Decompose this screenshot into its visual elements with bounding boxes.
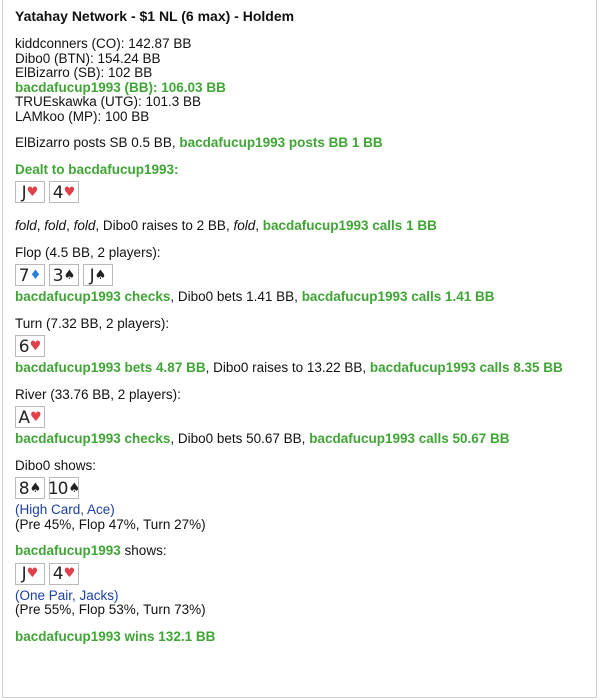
card-suit-icon: ♥ xyxy=(26,566,39,581)
card-rank: J xyxy=(89,265,94,286)
dealt-cards xyxy=(15,181,590,203)
card-suit-icon: ♠ xyxy=(68,480,81,496)
hand-history-panel xyxy=(2,0,597,698)
dealt-label: Dealt to bacdafucup1993: xyxy=(15,161,179,177)
player-seat: TRUEskawka (UTG): 101.3 BB xyxy=(15,94,202,109)
playing-card xyxy=(83,264,113,286)
playing-card xyxy=(49,181,79,203)
preflop-fold-4: fold xyxy=(233,218,256,233)
card-rank: 3 xyxy=(52,265,63,286)
hand-result: bacdafucup1993 wins 132.1 BB xyxy=(15,628,216,644)
card-suit-icon: ♥ xyxy=(26,184,39,200)
card-rank: 4 xyxy=(52,564,63,584)
turn-label: Turn (7.32 BB, 2 players): xyxy=(15,315,170,331)
preflop-fold-3: fold xyxy=(73,218,96,233)
hand-title: Yatahay Network - $1 NL (6 max) - Holdem xyxy=(15,8,295,24)
players-list xyxy=(15,37,590,124)
playing-card xyxy=(15,264,45,286)
preflop-hero-call: bacdafucup1993 calls 1 BB xyxy=(262,218,437,233)
card-suit-icon: ♥ xyxy=(29,338,42,354)
card-rank: 10 xyxy=(47,478,68,499)
hero-name: bacdafucup1993 xyxy=(15,543,121,558)
playing-card xyxy=(15,563,45,585)
hero-shows-label xyxy=(15,544,590,559)
card-suit-icon: ♥ xyxy=(63,566,76,581)
card-rank: 7 xyxy=(18,265,29,286)
small-blind-post: ElBizarro posts SB 0.5 BB, xyxy=(15,135,176,150)
card-rank: 6 xyxy=(18,336,29,357)
playing-card xyxy=(15,477,45,499)
card-suit-icon: ♥ xyxy=(29,409,42,425)
preflop-fold-1: fold xyxy=(15,218,37,233)
separator: , xyxy=(255,218,263,233)
villain-shows-label: Dibo0 shows: xyxy=(15,457,97,473)
playing-card xyxy=(49,563,79,585)
card-rank: 4 xyxy=(52,182,63,203)
turn-actions xyxy=(15,361,590,376)
flop-hero-call: bacdafucup1993 calls 1.41 BB xyxy=(301,289,495,304)
shows-text: shows: xyxy=(120,543,167,558)
preflop-raise: , Dibo0 raises to 2 BB, xyxy=(95,218,234,233)
separator: , xyxy=(36,218,45,233)
turn-cards xyxy=(15,335,590,357)
player-seat-hero: bacdafucup1993 (BB): 106.03 BB xyxy=(15,79,226,95)
turn-hero-bet: bacdafucup1993 bets 4.87 BB xyxy=(15,360,206,375)
card-suit-icon: ♦ xyxy=(29,267,42,283)
card-rank: J xyxy=(21,182,26,203)
turn-hero-call: bacdafucup1993 calls 8.35 BB xyxy=(369,360,563,375)
card-rank: A xyxy=(18,407,29,428)
villain-equity: (Pre 45%, Flop 47%, Turn 27%) xyxy=(15,516,206,532)
hero-cards xyxy=(15,563,590,585)
playing-card xyxy=(49,477,79,499)
hero-hand-rank: (One Pair, Jacks) xyxy=(15,587,119,603)
river-cards xyxy=(15,406,590,428)
player-seat: Dibo0 (BTN): 154.24 BB xyxy=(15,50,161,66)
river-label: River (33.76 BB, 2 players): xyxy=(15,386,181,402)
hero-equity: (Pre 55%, Flop 53%, Turn 73%) xyxy=(15,602,206,617)
hand-history-content xyxy=(15,8,590,644)
separator: , xyxy=(66,218,74,233)
villain-hand-rank: (High Card, Ace) xyxy=(15,502,115,517)
flop-label: Flop (4.5 BB, 2 players): xyxy=(15,244,161,260)
flop-hero-check: bacdafucup1993 checks xyxy=(15,289,171,304)
player-seat: LAMkoo (MP): 100 BB xyxy=(15,108,150,124)
player-seat: ElBizarro (SB): 102 BB xyxy=(15,65,153,80)
flop-cards xyxy=(15,264,590,286)
big-blind-post: bacdafucup1993 posts BB 1 BB xyxy=(179,135,383,150)
preflop-actions xyxy=(15,219,590,234)
playing-card xyxy=(15,406,45,428)
playing-card xyxy=(49,264,79,286)
card-rank: J xyxy=(21,564,26,584)
card-suit-icon: ♠ xyxy=(94,267,107,283)
villain-cards xyxy=(15,477,590,499)
card-rank: 8 xyxy=(18,478,29,499)
turn-villain-raise: , Dibo0 raises to 13.22 BB, xyxy=(205,360,370,375)
river-actions xyxy=(15,432,590,447)
river-villain-bet: , Dibo0 bets 50.67 BB, xyxy=(170,431,310,446)
flop-actions xyxy=(15,290,590,305)
card-suit-icon: ♠ xyxy=(63,267,76,283)
card-suit-icon: ♠ xyxy=(29,480,42,496)
flop-villain-bet: , Dibo0 bets 1.41 BB, xyxy=(170,289,302,304)
preflop-fold-2: fold xyxy=(44,218,67,233)
river-hero-call: bacdafucup1993 calls 50.67 BB xyxy=(309,431,510,446)
card-suit-icon: ♥ xyxy=(63,184,76,200)
blinds-line xyxy=(15,136,590,151)
playing-card xyxy=(15,181,45,203)
player-seat: kiddconners (CO): 142.87 BB xyxy=(15,36,192,51)
river-hero-check: bacdafucup1993 checks xyxy=(15,431,171,446)
playing-card xyxy=(15,335,45,357)
